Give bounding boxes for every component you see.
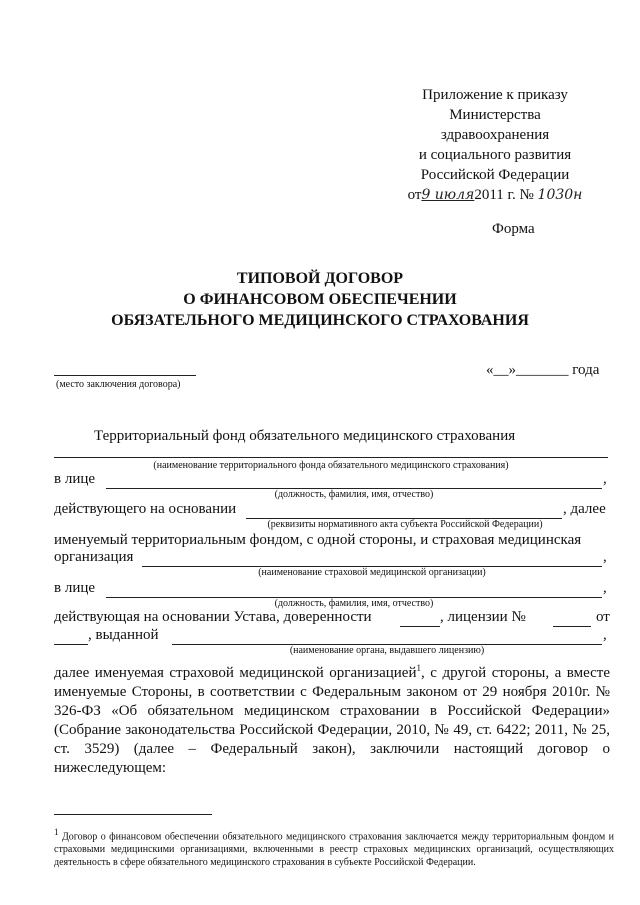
order-year: 2011 г. № <box>474 187 534 203</box>
fund-name: Территориальный фонд обязательного медицинского страхования <box>94 428 516 444</box>
footnote-ref[interactable]: 1 <box>416 663 421 673</box>
license-number-blank <box>553 626 591 627</box>
footnote <box>54 826 614 869</box>
issuer-caption: (наименование органа, выдавшего лицензию) <box>289 645 485 656</box>
further-label: , далее <box>563 501 606 517</box>
main-paragraph <box>54 659 610 778</box>
proxy-blank <box>400 626 440 627</box>
appendix-line-3: здравоохранения <box>440 127 550 143</box>
act-caption: (реквизиты нормативного акта субъекта Российской Федерации) <box>267 519 543 530</box>
comma-2: , <box>603 549 607 565</box>
footnote-separator <box>54 814 212 815</box>
footnote-mark: 1 <box>54 827 59 837</box>
v-litse-label: в лице <box>54 471 96 487</box>
ot-label: от <box>596 609 610 625</box>
order-prefix: от <box>407 187 422 203</box>
title-line-1: ТИПОВОЙ ДОГОВОР <box>236 270 404 287</box>
acting-basis-label: действующего на основании <box>54 501 237 517</box>
appendix-header <box>395 85 595 205</box>
order-number-handwritten: 1030н <box>537 187 583 203</box>
title-line-2: О ФИНАНСОВОМ ОБЕСПЕЧЕНИИ <box>183 291 457 308</box>
fund-caption: (наименование территориального фонда обязательного медицинского страхования) <box>153 460 509 471</box>
comma-4: , <box>603 627 607 643</box>
footnote-text: Договор о финансовом обеспечении обязательного медицинского страхования заключается между территориальным фондом и страховыми медицинскими организациями, включенными в реестр страховых медицинских организаций, осуществляющих деятельность в сфере обязательного медицинского страхования в субъекте Российской Федерации. <box>54 831 614 869</box>
license-date-blank <box>54 644 88 645</box>
appendix-line-5: Российской Федерации <box>420 167 570 183</box>
v-litse-label-2: в лице <box>54 580 96 596</box>
paragraph-part-1: далее именуемая страховой медицинской организацией <box>54 665 417 681</box>
comma-3: , <box>603 580 607 596</box>
person1-caption: (должность, фамилия, имя, отчество) <box>274 489 434 500</box>
date-template: «__»_______ года <box>486 362 600 378</box>
license-label: , лицензии № <box>440 609 526 625</box>
person2-caption: (должность, фамилия, имя, отчество) <box>274 598 434 609</box>
issued-label: , выданной <box>88 627 159 643</box>
appendix-line-2: Министерства <box>449 107 541 123</box>
form-label: Форма <box>492 221 535 237</box>
appendix-line-1: Приложение к приказу <box>422 87 568 103</box>
comma-1: , <box>603 471 607 487</box>
document-title <box>0 268 640 331</box>
acting-charter-label: действующая на основании Устава, доверенности <box>54 609 372 625</box>
order-date-handwritten: 9 июля <box>421 187 475 203</box>
organization-label: организация <box>54 549 134 565</box>
named-fund-text: именуемый территориальным фондом, с одной стороны, и страховая медицинская <box>54 532 582 548</box>
paragraph-part-2: , с другой стороны, а вместе именуемые Стороны, в соответствии с Федеральным законом от 29 ноября 2010г. № 326-ФЗ «Об обязательном медицинском страховании в Российской Федерации» (Собрание законодательства Российской Федерации, 2010, № 49, ст. 6422; 2011, № 25, ст. 3529) (далее – Федеральный закон), заключили настоящий договор о нижеследующем: <box>54 665 610 776</box>
appendix-line-4: и социального развития <box>418 147 572 163</box>
place-blank-line <box>54 375 196 376</box>
title-line-3: ОБЯЗАТЕЛЬНОГО МЕДИЦИНСКОГО СТРАХОВАНИЯ <box>111 312 529 329</box>
order-line <box>395 185 595 205</box>
fund-name-rule <box>54 457 608 458</box>
place-caption: (место заключения договора) <box>56 379 181 390</box>
org-caption: (наименование страховой медицинской организации) <box>258 567 486 578</box>
